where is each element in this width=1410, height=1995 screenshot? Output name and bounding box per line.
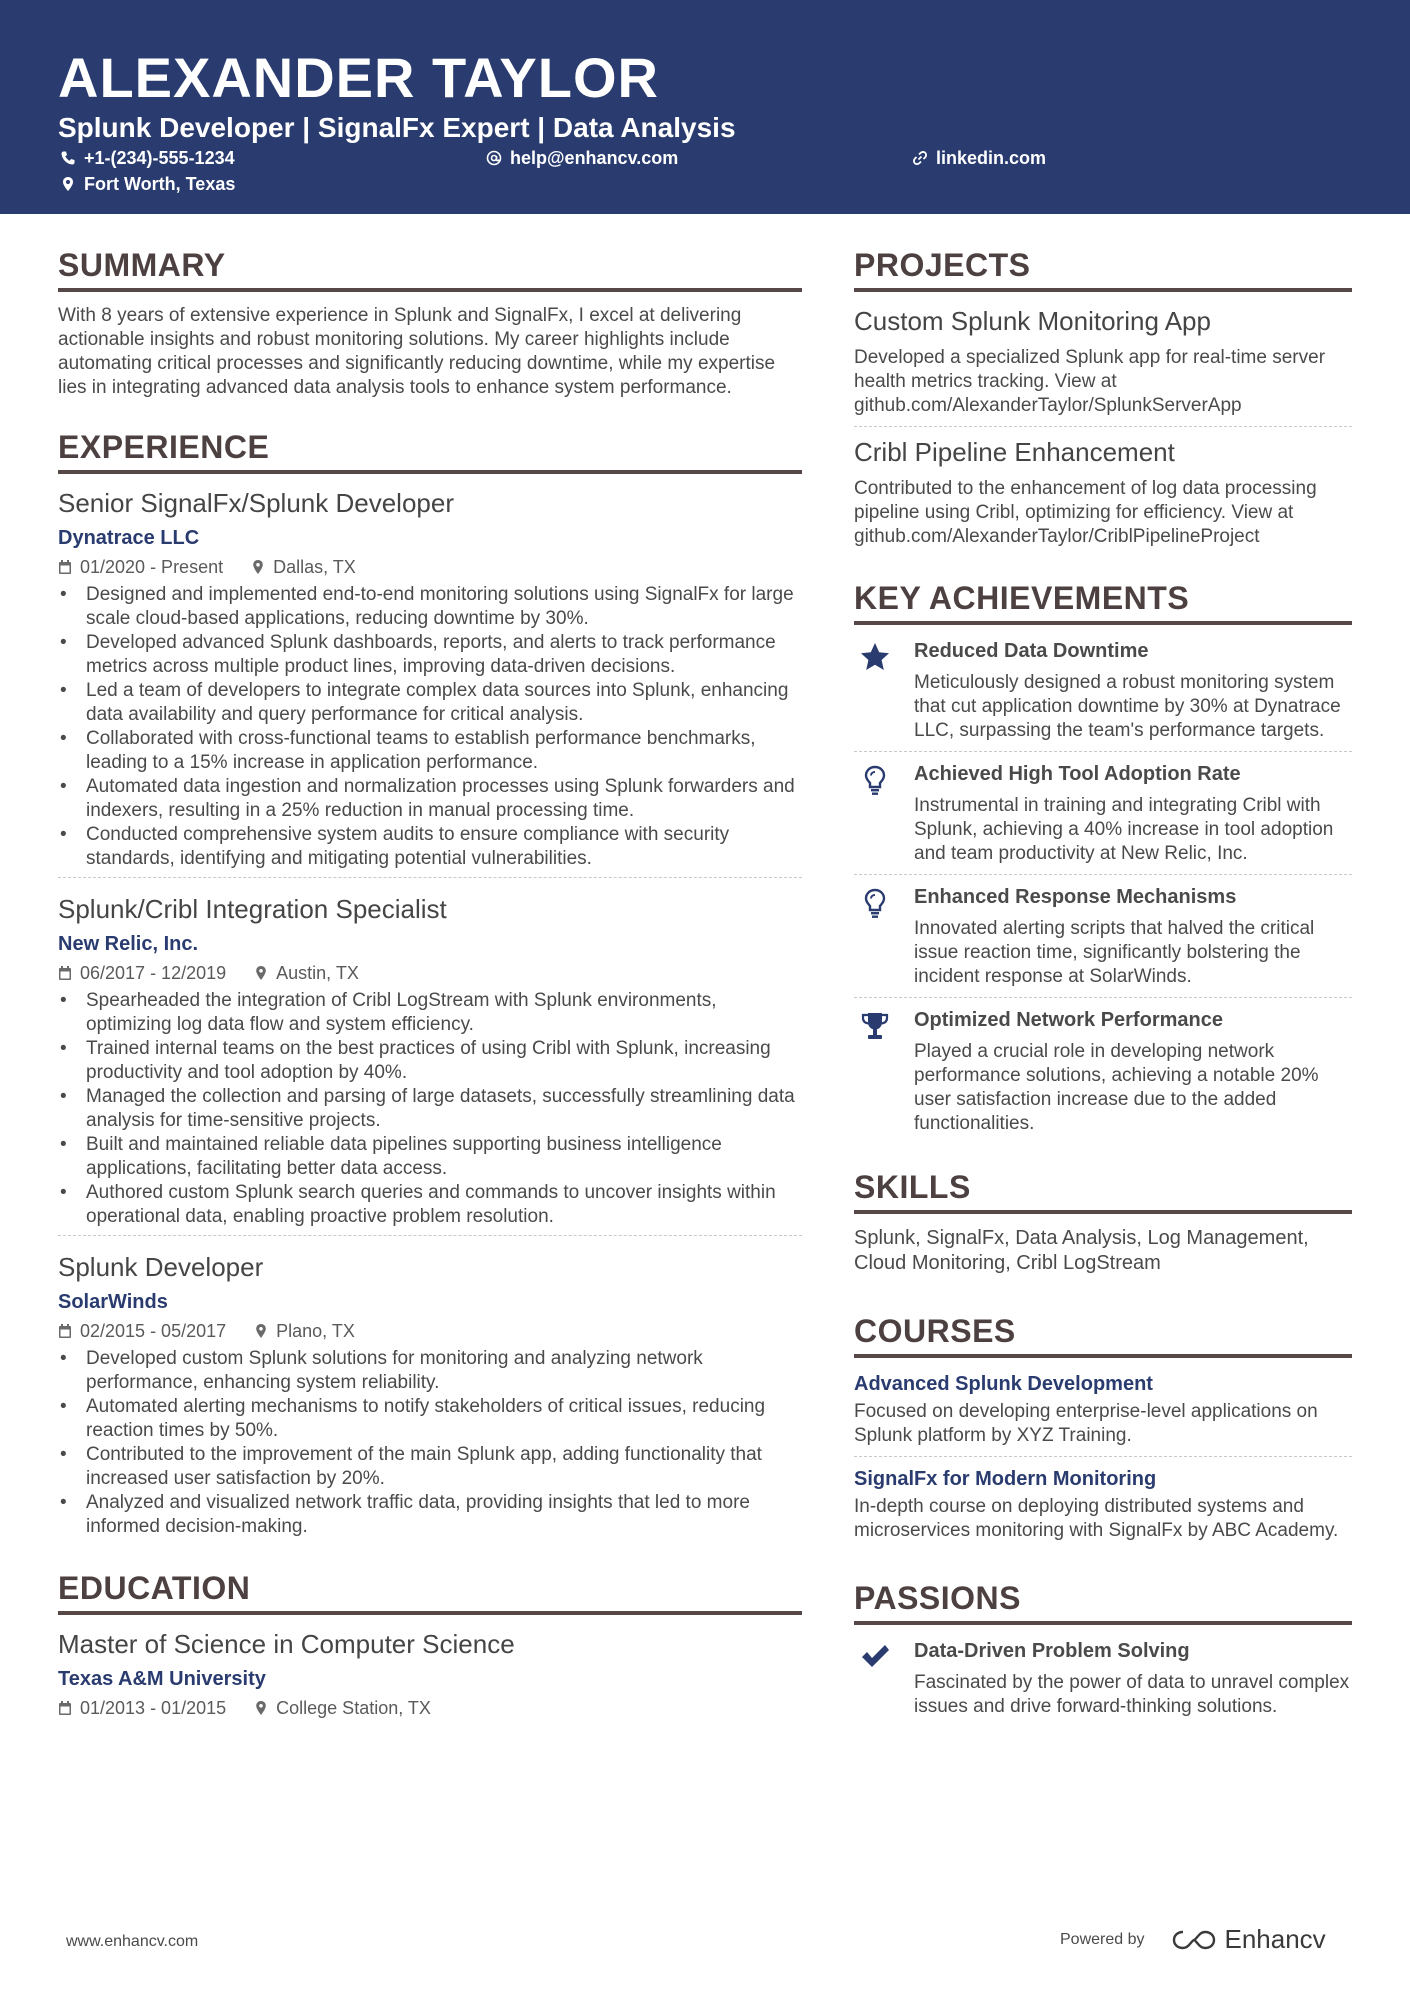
course-text: Focused on developing enterprise-level applications on Splunk platform by XYZ Training.	[854, 1401, 1318, 1446]
project-text: Developed a specialized Splunk app for real-time server health metrics tracking. View at github.com/AlexanderTaylor/SplunkServerApp	[854, 347, 1326, 416]
section-heading-passions: PASSIONS	[854, 1577, 1352, 1625]
location-pin-icon	[254, 1323, 268, 1339]
passion-text: Fascinated by the power of data to unravel complex issues and drive forward-thinking solutions.	[914, 1672, 1350, 1717]
contact-linkedin[interactable]	[912, 146, 1046, 170]
course-title: SignalFx for Modern Monitoring	[854, 1468, 1157, 1490]
job-bullets	[58, 989, 802, 1229]
education-dates: 01/2013 - 01/2015	[80, 1698, 227, 1718]
project-text: Contributed to the enhancement of log data processing pipeline using Cribl, optimizing for efficiency. View at github.com/AlexanderTaylor/CriblPipelineProject	[854, 478, 1317, 547]
achievement-item	[854, 751, 1352, 874]
summary-section	[58, 244, 802, 400]
job-dates: 02/2015 - 05/2017	[80, 1321, 227, 1341]
experience-section	[58, 426, 802, 1545]
section-heading-skills: SKILLS	[854, 1166, 1352, 1214]
bullet: • Automated data ingestion and normalization processes using Splunk forwarders and indexers, resulting in a 25% reduction in manual processing time.	[58, 775, 802, 823]
candidate-name: ALEXANDER TAYLOR	[58, 46, 659, 109]
contact-location	[60, 172, 235, 196]
skills-section	[854, 1166, 1352, 1276]
left-column	[58, 244, 802, 1724]
footer-branding	[1060, 1924, 1326, 1955]
job-meta	[58, 961, 802, 985]
candidate-title: Splunk Developer | SignalFx Expert | Data Analysis	[58, 112, 736, 143]
powered-by-label: Powered by	[1060, 1930, 1145, 1948]
job-meta	[58, 555, 802, 579]
right-column	[854, 244, 1352, 1727]
achievement-item	[854, 874, 1352, 997]
job-entry	[58, 1235, 802, 1545]
phone-icon	[60, 150, 76, 166]
bullet: • Conducted comprehensive system audits to ensure compliance with security standards, identifying and mitigating potential vulnerabilities.	[58, 823, 802, 871]
email-text: help@enhancv.com	[510, 148, 679, 168]
location-text: Fort Worth, Texas	[84, 174, 236, 194]
section-heading-projects: PROJECTS	[854, 244, 1352, 292]
project-item	[854, 304, 1352, 426]
achievement-text: Meticulously designed a robust monitoring system that cut application downtime by 30% at Dynatrace LLC, surpassing the team's performance targets.	[914, 672, 1341, 741]
lightbulb-icon	[859, 764, 891, 796]
bullet: • Collaborated with cross-functional teams to establish performance benchmarks, leading to a 15% increase in application performance.	[58, 727, 802, 775]
bullet: • Managed the collection and parsing of large datasets, successfully streamlining data analysis for time-sensitive projects.	[58, 1085, 802, 1133]
bullet: • Developed custom Splunk solutions for monitoring and analyzing network performance, enhancing system reliability.	[58, 1347, 802, 1395]
course-text: In-depth course on deploying distributed systems and microservices monitoring with SignalFx by ABC Academy.	[854, 1496, 1339, 1541]
job-entry	[58, 877, 802, 1235]
section-heading-courses: COURSES	[854, 1310, 1352, 1358]
bullet: • Contributed to the improvement of the main Splunk app, adding functionality that increased user satisfaction by 20%.	[58, 1443, 802, 1491]
project-title: Custom Splunk Monitoring App	[854, 306, 1211, 336]
lightbulb-icon	[859, 887, 891, 919]
course-item	[854, 1456, 1352, 1551]
achievement-text: Innovated alerting scripts that halved the critical issue reaction time, significantly bolstering the incident response at SolarWinds.	[914, 918, 1315, 987]
calendar-icon	[58, 1323, 72, 1339]
linkedin-text: linkedin.com	[936, 148, 1047, 168]
brand-name: Enhancv	[1224, 1924, 1326, 1954]
checkmark-icon	[859, 1641, 891, 1673]
enhancv-logo[interactable]	[1171, 1924, 1326, 1955]
at-icon	[486, 150, 502, 166]
star-icon	[859, 641, 891, 673]
calendar-icon	[58, 1700, 72, 1716]
bullet: • Built and maintained reliable data pipelines supporting business intelligence applications, facilitating better data access.	[58, 1133, 802, 1181]
passions-section	[854, 1577, 1352, 1727]
job-company: New Relic, Inc.	[58, 933, 199, 955]
achievement-title: Reduced Data Downtime	[914, 640, 1149, 662]
job-location: Austin, TX	[276, 963, 359, 983]
achievements-section	[854, 577, 1352, 1144]
bullet: • Automated alerting mechanisms to notify stakeholders of critical issues, reducing reaction times by 50%.	[58, 1395, 802, 1443]
project-item	[854, 426, 1352, 557]
job-title: Senior SignalFx/Splunk Developer	[58, 488, 454, 518]
job-dates: 06/2017 - 12/2019	[80, 963, 227, 983]
achievement-text: Played a crucial role in developing network performance solutions, achieving a notable 20% user satisfaction increase due to the added functionalities.	[914, 1041, 1319, 1134]
achievement-item	[854, 997, 1352, 1144]
location-pin-icon	[251, 559, 265, 575]
job-company: SolarWinds	[58, 1291, 168, 1313]
project-title: Cribl Pipeline Enhancement	[854, 437, 1175, 467]
bullet: • Developed advanced Splunk dashboards, reports, and alerts to track performance metrics across multiple product lines, improving data-driven decisions.	[58, 631, 802, 679]
section-heading-summary: SUMMARY	[58, 244, 802, 292]
calendar-icon	[58, 559, 72, 575]
section-heading-education: EDUCATION	[58, 1567, 802, 1615]
bullet: • Designed and implemented end-to-end monitoring solutions using SignalFx for large scale cloud-based applications, reducing downtime by 30%.	[58, 583, 802, 631]
phone-text: +1-(234)-555-1234	[84, 148, 235, 168]
resume-header	[0, 0, 1410, 214]
trophy-icon	[859, 1010, 891, 1042]
link-icon	[912, 150, 928, 166]
summary-text: With 8 years of extensive experience in Splunk and SignalFx, I excel at delivering actionable insights and robust monitoring solutions. My career highlights include automating critical processes and significantly reducing downtime, while my expertise lies in integrating advanced data analysis tools to enhance system performance.	[58, 305, 776, 398]
location-pin-icon	[254, 965, 268, 981]
course-title: Advanced Splunk Development	[854, 1373, 1153, 1395]
achievement-title: Optimized Network Performance	[914, 1009, 1223, 1031]
education-school: Texas A&M University	[58, 1668, 266, 1690]
achievement-item	[854, 637, 1352, 751]
job-location: Dallas, TX	[273, 557, 356, 577]
calendar-icon	[58, 965, 72, 981]
skills-text: Splunk, SignalFx, Data Analysis, Log Management, Cloud Monitoring, Cribl LogStream	[854, 1227, 1309, 1274]
bullet: • Authored custom Splunk search queries and commands to uncover insights within operational data, enabling proactive problem resolution.	[58, 1181, 802, 1229]
education-location: College Station, TX	[276, 1698, 431, 1718]
footer-website[interactable]: www.enhancv.com	[66, 1933, 199, 1950]
bullet: • Trained internal teams on the best practices of using Cribl with Splunk, increasing productivity and tool adoption by 40%.	[58, 1037, 802, 1085]
contact-phone[interactable]	[60, 146, 235, 170]
job-bullets	[58, 1347, 802, 1539]
job-location: Plano, TX	[276, 1321, 355, 1341]
contact-email[interactable]	[486, 146, 678, 170]
job-meta	[58, 1319, 802, 1343]
job-company: Dynatrace LLC	[58, 527, 200, 549]
location-pin-icon	[254, 1700, 268, 1716]
job-title: Splunk Developer	[58, 1252, 264, 1282]
job-dates: 01/2020 - Present	[80, 557, 224, 577]
passion-item	[854, 1637, 1352, 1727]
achievement-title: Achieved High Tool Adoption Rate	[914, 763, 1241, 785]
bullet: • Spearheaded the integration of Cribl LogStream with Splunk environments, optimizing log data flow and system efficiency.	[58, 989, 802, 1037]
bullet: • Analyzed and visualized network traffic data, providing insights that led to more informed decision-making.	[58, 1491, 802, 1539]
education-meta	[58, 1696, 802, 1720]
passion-title: Data-Driven Problem Solving	[914, 1640, 1190, 1662]
achievement-text: Instrumental in training and integrating Cribl with Splunk, achieving a 40% increase in tool adoption and team productivity at New Relic, Inc.	[914, 795, 1334, 864]
job-title: Splunk/Cribl Integration Specialist	[58, 894, 447, 924]
projects-section	[854, 244, 1352, 557]
job-entry	[58, 486, 802, 877]
enhancv-logo-icon	[1171, 1928, 1217, 1952]
location-pin-icon	[60, 176, 76, 192]
bullet: • Led a team of developers to integrate complex data sources into Splunk, enhancing data availability and query performance for critical analysis.	[58, 679, 802, 727]
education-degree: Master of Science in Computer Science	[58, 1629, 515, 1659]
education-section	[58, 1567, 802, 1720]
courses-section	[854, 1310, 1352, 1551]
section-heading-achievements: KEY ACHIEVEMENTS	[854, 577, 1352, 625]
job-bullets	[58, 583, 802, 871]
course-item	[854, 1370, 1352, 1456]
achievement-title: Enhanced Response Mechanisms	[914, 886, 1237, 908]
section-heading-experience: EXPERIENCE	[58, 426, 802, 474]
